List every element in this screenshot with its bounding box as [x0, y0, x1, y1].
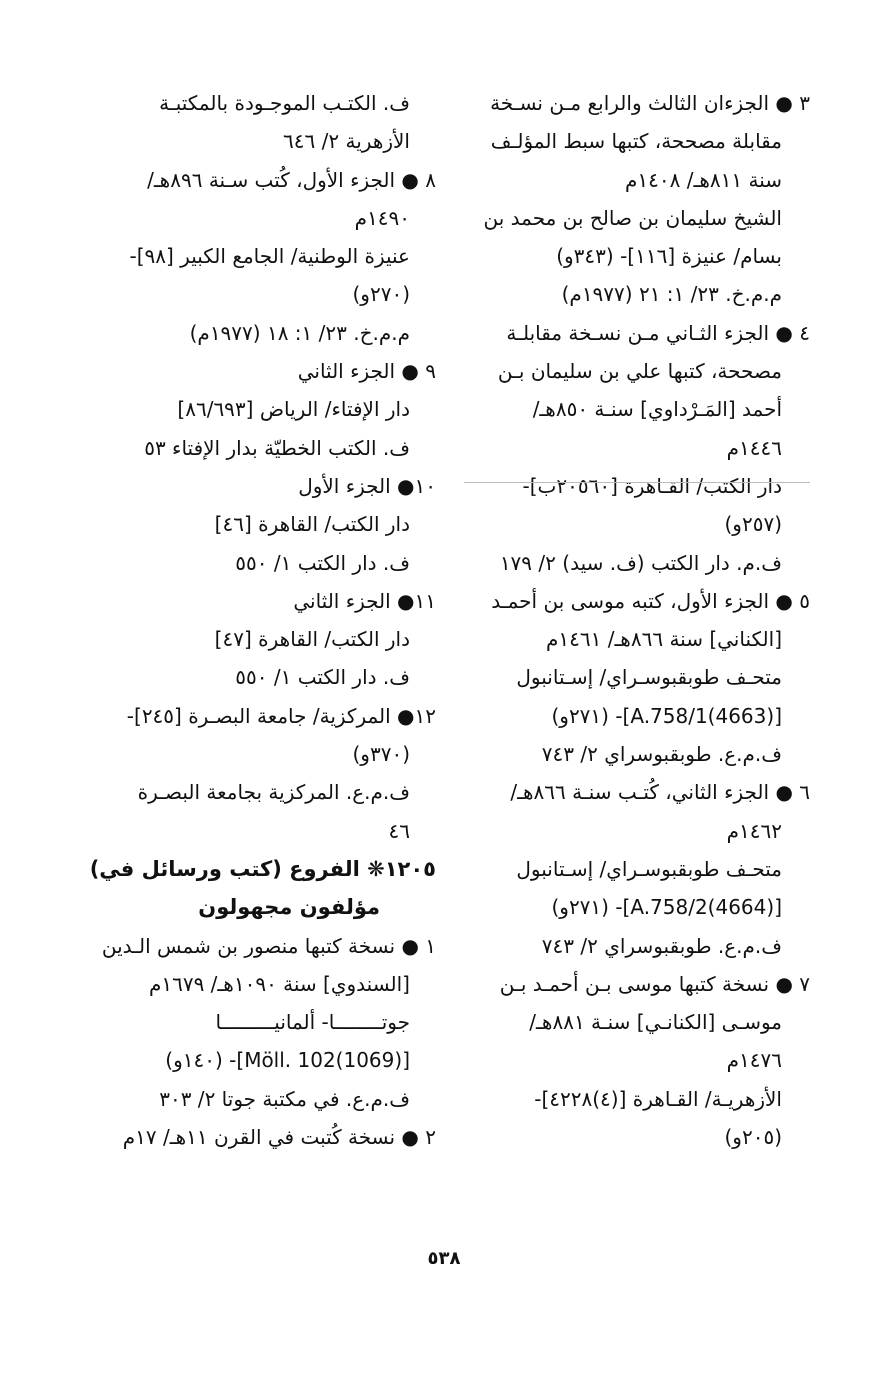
entry-line: أحمد [المَـرْداوي] سنـة ٨٥٠هـ/	[532, 397, 782, 422]
entry-line: مقابلة مصححة، كتبها سبط المؤلـف	[490, 129, 782, 154]
entry-line: ٤ ● الجزء الثـاني مـن نسـخة مقابلـة	[506, 320, 810, 345]
entry-line: ف. دار الكتب ١/ ٥٥٠	[235, 550, 410, 575]
entry-line: ف.م.ع. طوبقبوسراي ٢/ ٧٤٣	[541, 742, 782, 767]
entry-line: ٥ ● الجزء الأول، كتبه موسى بن أحمـد	[491, 588, 810, 613]
entry-line: ٣ ● الجزءان الثالث والرابع مـن نسـخة	[490, 91, 810, 115]
entry-line: دار الإفتاء/ الرياض [٨٦/٦٩٣]	[177, 397, 410, 422]
entry-line: ١٢● المركزية/ جامعة البصـرة [٢٤٥]-	[126, 703, 436, 728]
entry-line: [Möll. 102(1069)]- (١٤٠و)	[165, 1048, 410, 1073]
entry-line: ٨ ● الجزء الأول، كُتب سـنة ٨٩٦هـ/	[147, 167, 436, 192]
entry-line: ف.م.ع. المركزية بجامعة البصـرة	[137, 780, 410, 805]
right-column	[464, 84, 810, 1156]
entry-line: دار الكتب/ القـاهرة [٢٠٥٦٠ب]-	[522, 473, 782, 498]
entry-line: ف. دار الكتب ١/ ٥٥٠	[235, 665, 410, 690]
entry-line: ١١● الجزء الثاني	[293, 588, 436, 613]
entry-line: ٦ ● الجزء الثاني، كُتـب سنـة ٨٦٦هـ/	[510, 780, 810, 805]
entry-line: ٩ ● الجزء الثاني	[297, 359, 436, 384]
entry-line: الشيخ سليمان بن صالح بن محمد بن	[483, 205, 782, 230]
entry-line: ١٤٩٠م	[354, 205, 410, 230]
entry-line: (٢٠٥و)	[724, 1125, 782, 1150]
entry-line: ٧ ● نسخة كتبها موسى بـن أحمـد بـن	[499, 971, 810, 996]
entry-line: (٣٧٠و)	[352, 742, 410, 767]
entry-line: [السندوي] سنة ١٠٩٠هـ/ ١٦٧٩م	[148, 971, 410, 996]
entry-line: سنة ٨١١هـ/ ١٤٠٨م	[625, 167, 782, 192]
section-heading-continued: مؤلفون مجهولون	[198, 895, 380, 920]
entry-line: ١٤٧٦م	[726, 1048, 782, 1073]
page-number: ٥٣٨	[427, 1248, 461, 1269]
entry-line: ف.م.ع. طوبقبوسراي ٢/ ٧٤٣	[541, 933, 782, 958]
entry-line: ١٤٤٦م	[726, 435, 782, 460]
entry-line: [A.758/1(4663)]- (٢٧١و)	[551, 703, 782, 728]
entry-line: ٤٦	[388, 818, 410, 843]
entry-line: عنيزة الوطنية/ الجامع الكبير [٩٨]-	[129, 244, 410, 269]
entry-line: (٢٧٠و)	[352, 282, 410, 307]
entry-line: موسـى [الكنانـي] سنـة ٨٨١هـ/	[529, 1010, 782, 1035]
entry-line: ١٤٦٢م	[726, 818, 782, 843]
entry-line: ف. الكتـب الموجـودة بالمكتبـة	[159, 91, 410, 115]
entry-line: ١٠● الجزء الأول	[298, 473, 436, 498]
entry-line: ٢ ● نسخة كُتبت في القرن ١١هـ/ ١٧م	[122, 1125, 436, 1150]
entry-line: الأزهرية ٢/ ٦٤٦	[283, 129, 410, 154]
entry-line: (٢٥٧و)	[724, 512, 782, 537]
section-heading: ١٢٠٥❋ الفروع (كتب ورسائل في)	[89, 856, 436, 881]
entry-line: الأزهريـة/ القـاهرة [(٤)٤٢٢٨]-	[534, 1086, 782, 1111]
entry-line: بسام/ عنيزة [١١٦]- (٣٤٣و)	[556, 244, 782, 269]
entry-line: دار الكتب/ القاهرة [٤٧]	[214, 627, 410, 652]
entry-line: [A.758/2(4664)]- (٢٧١و)	[551, 895, 782, 920]
entry-line: ف.م. دار الكتب (ف. سيد) ٢/ ١٧٩	[499, 550, 782, 575]
entry-line: ف. الكتب الخطيّة بدار الإفتاء ٥٣	[144, 435, 410, 460]
entry-line: ف.م.ع. في مكتبة جوتا ٢/ ٣٠٣	[159, 1086, 410, 1111]
entry-line: [الكناني] سنة ٨٦٦هـ/ ١٤٦١م	[545, 627, 782, 652]
entry-line: م.م.خ. ٢٣/ ١: ٢١ (١٩٧٧م)	[561, 282, 782, 307]
entry-line: متحـف طوبقبوسـراي/ إسـتانبول	[516, 665, 782, 690]
left-column	[82, 84, 436, 1156]
section-divider	[464, 482, 810, 483]
entry-line: متحـف طوبقبوسـراي/ إسـتانبول	[516, 856, 782, 881]
entry-line: م.م.خ. ٢٣/ ١: ١٨ (١٩٧٧م)	[189, 320, 410, 345]
entry-line: دار الكتب/ القاهرة [٤٦]	[214, 512, 410, 537]
entry-line: ١ ● نسخة كتبها منصور بن شمس الـدين	[101, 933, 436, 958]
entry-line: مصححة، كتبها علي بن سليمان بـن	[497, 359, 782, 384]
entry-line: جوتــــــــا- ألمانيـــــــــا	[215, 1010, 410, 1035]
